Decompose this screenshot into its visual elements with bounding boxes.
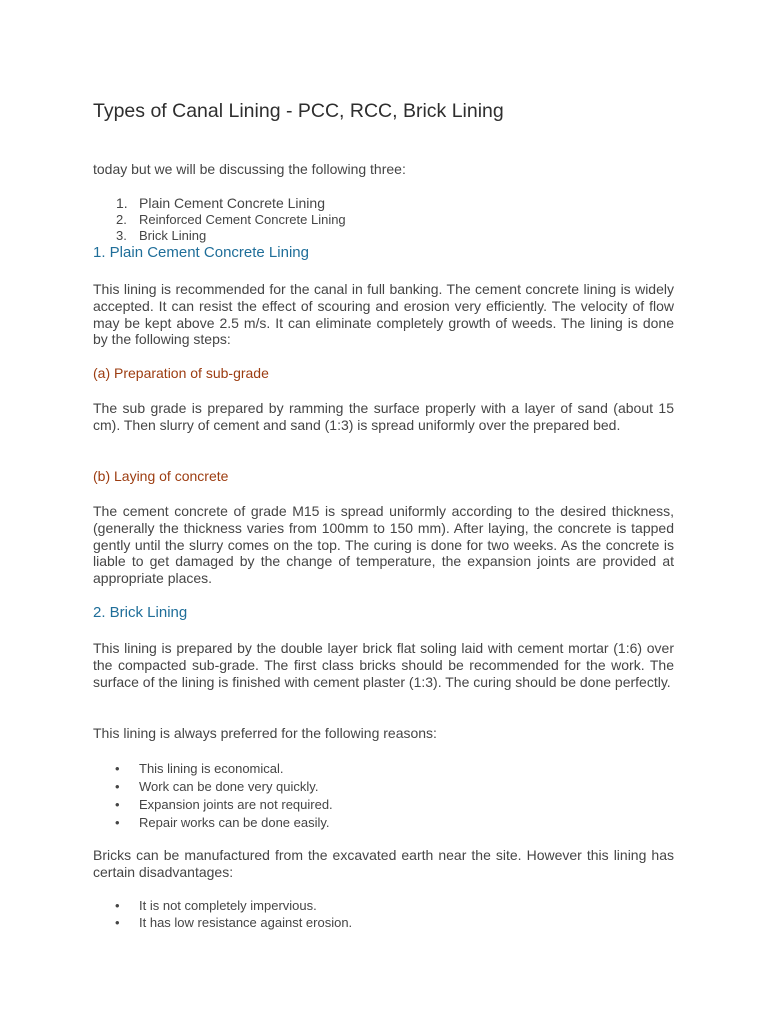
- intro-paragraph: today but we will be discussing the following three:: [93, 161, 406, 177]
- subheading-subgrade: (a) Preparation of sub-grade: [93, 365, 269, 381]
- page-title: Types of Canal Lining - PCC, RCC, Brick Lining: [93, 100, 504, 122]
- pcc-paragraph: This lining is recommended for the canal in full banking. The cement concrete lining is widely accepted. It can resist the effect of scouring and erosion very efficiently. The velocity of flow may be kept above 2.5 m/s. It can eliminate completely growth of weeds. The lining is done by the following steps:: [93, 281, 674, 348]
- list-item: • It has low resistance against erosion.: [93, 914, 674, 931]
- list-item: • Repair works can be done easily.: [93, 814, 674, 832]
- subgrade-paragraph: The sub grade is prepared by ramming the surface properly with a layer of sand (about 15 cm). Then slurry of cement and sand (1:3) is spread uniformly over the prepared bed.: [93, 400, 674, 433]
- brick-paragraph: This lining is prepared by the double layer brick flat soling laid with cement mortar (1:6) over the compacted sub-grade. The first class bricks should be recommended for the work. The surface of the lining is finished with cement plaster (1:3). The curing should be done perfectly.: [93, 640, 674, 690]
- list-item: • This lining is economical.: [93, 760, 674, 778]
- section-heading-pcc: 1. Plain Cement Concrete Lining: [93, 244, 309, 261]
- list-item: • Expansion joints are not required.: [93, 796, 674, 814]
- list-item: • It is not completely impervious.: [93, 897, 674, 914]
- list-item: 1. Plain Cement Concrete Lining: [116, 195, 325, 211]
- types-list: [93, 195, 674, 243]
- list-item: • Work can be done very quickly.: [93, 778, 674, 796]
- disadvantages-list: [93, 897, 674, 931]
- reasons-list: [93, 760, 674, 832]
- section-heading-brick: 2. Brick Lining: [93, 604, 188, 621]
- disadvantages-intro: Bricks can be manufactured from the excavated earth near the site. However this lining has certain disadvantages:: [93, 847, 674, 880]
- list-item: 3. Brick Lining: [116, 228, 207, 243]
- subheading-laying: (b) Laying of concrete: [93, 468, 229, 484]
- laying-paragraph: The cement concrete of grade M15 is spread uniformly according to the desired thickness, (generally the thickness varies from 100mm to 150 mm). After laying, the concrete is tapped gently until the slurry comes on the top. The curing is done for two weeks. As the concrete is liable to get damaged by the change of temperature, the expansion joints are provided at appropriate places.: [93, 503, 674, 587]
- reasons-intro: This lining is always preferred for the following reasons:: [93, 725, 437, 741]
- list-item: 2. Reinforced Cement Concrete Lining: [116, 212, 346, 227]
